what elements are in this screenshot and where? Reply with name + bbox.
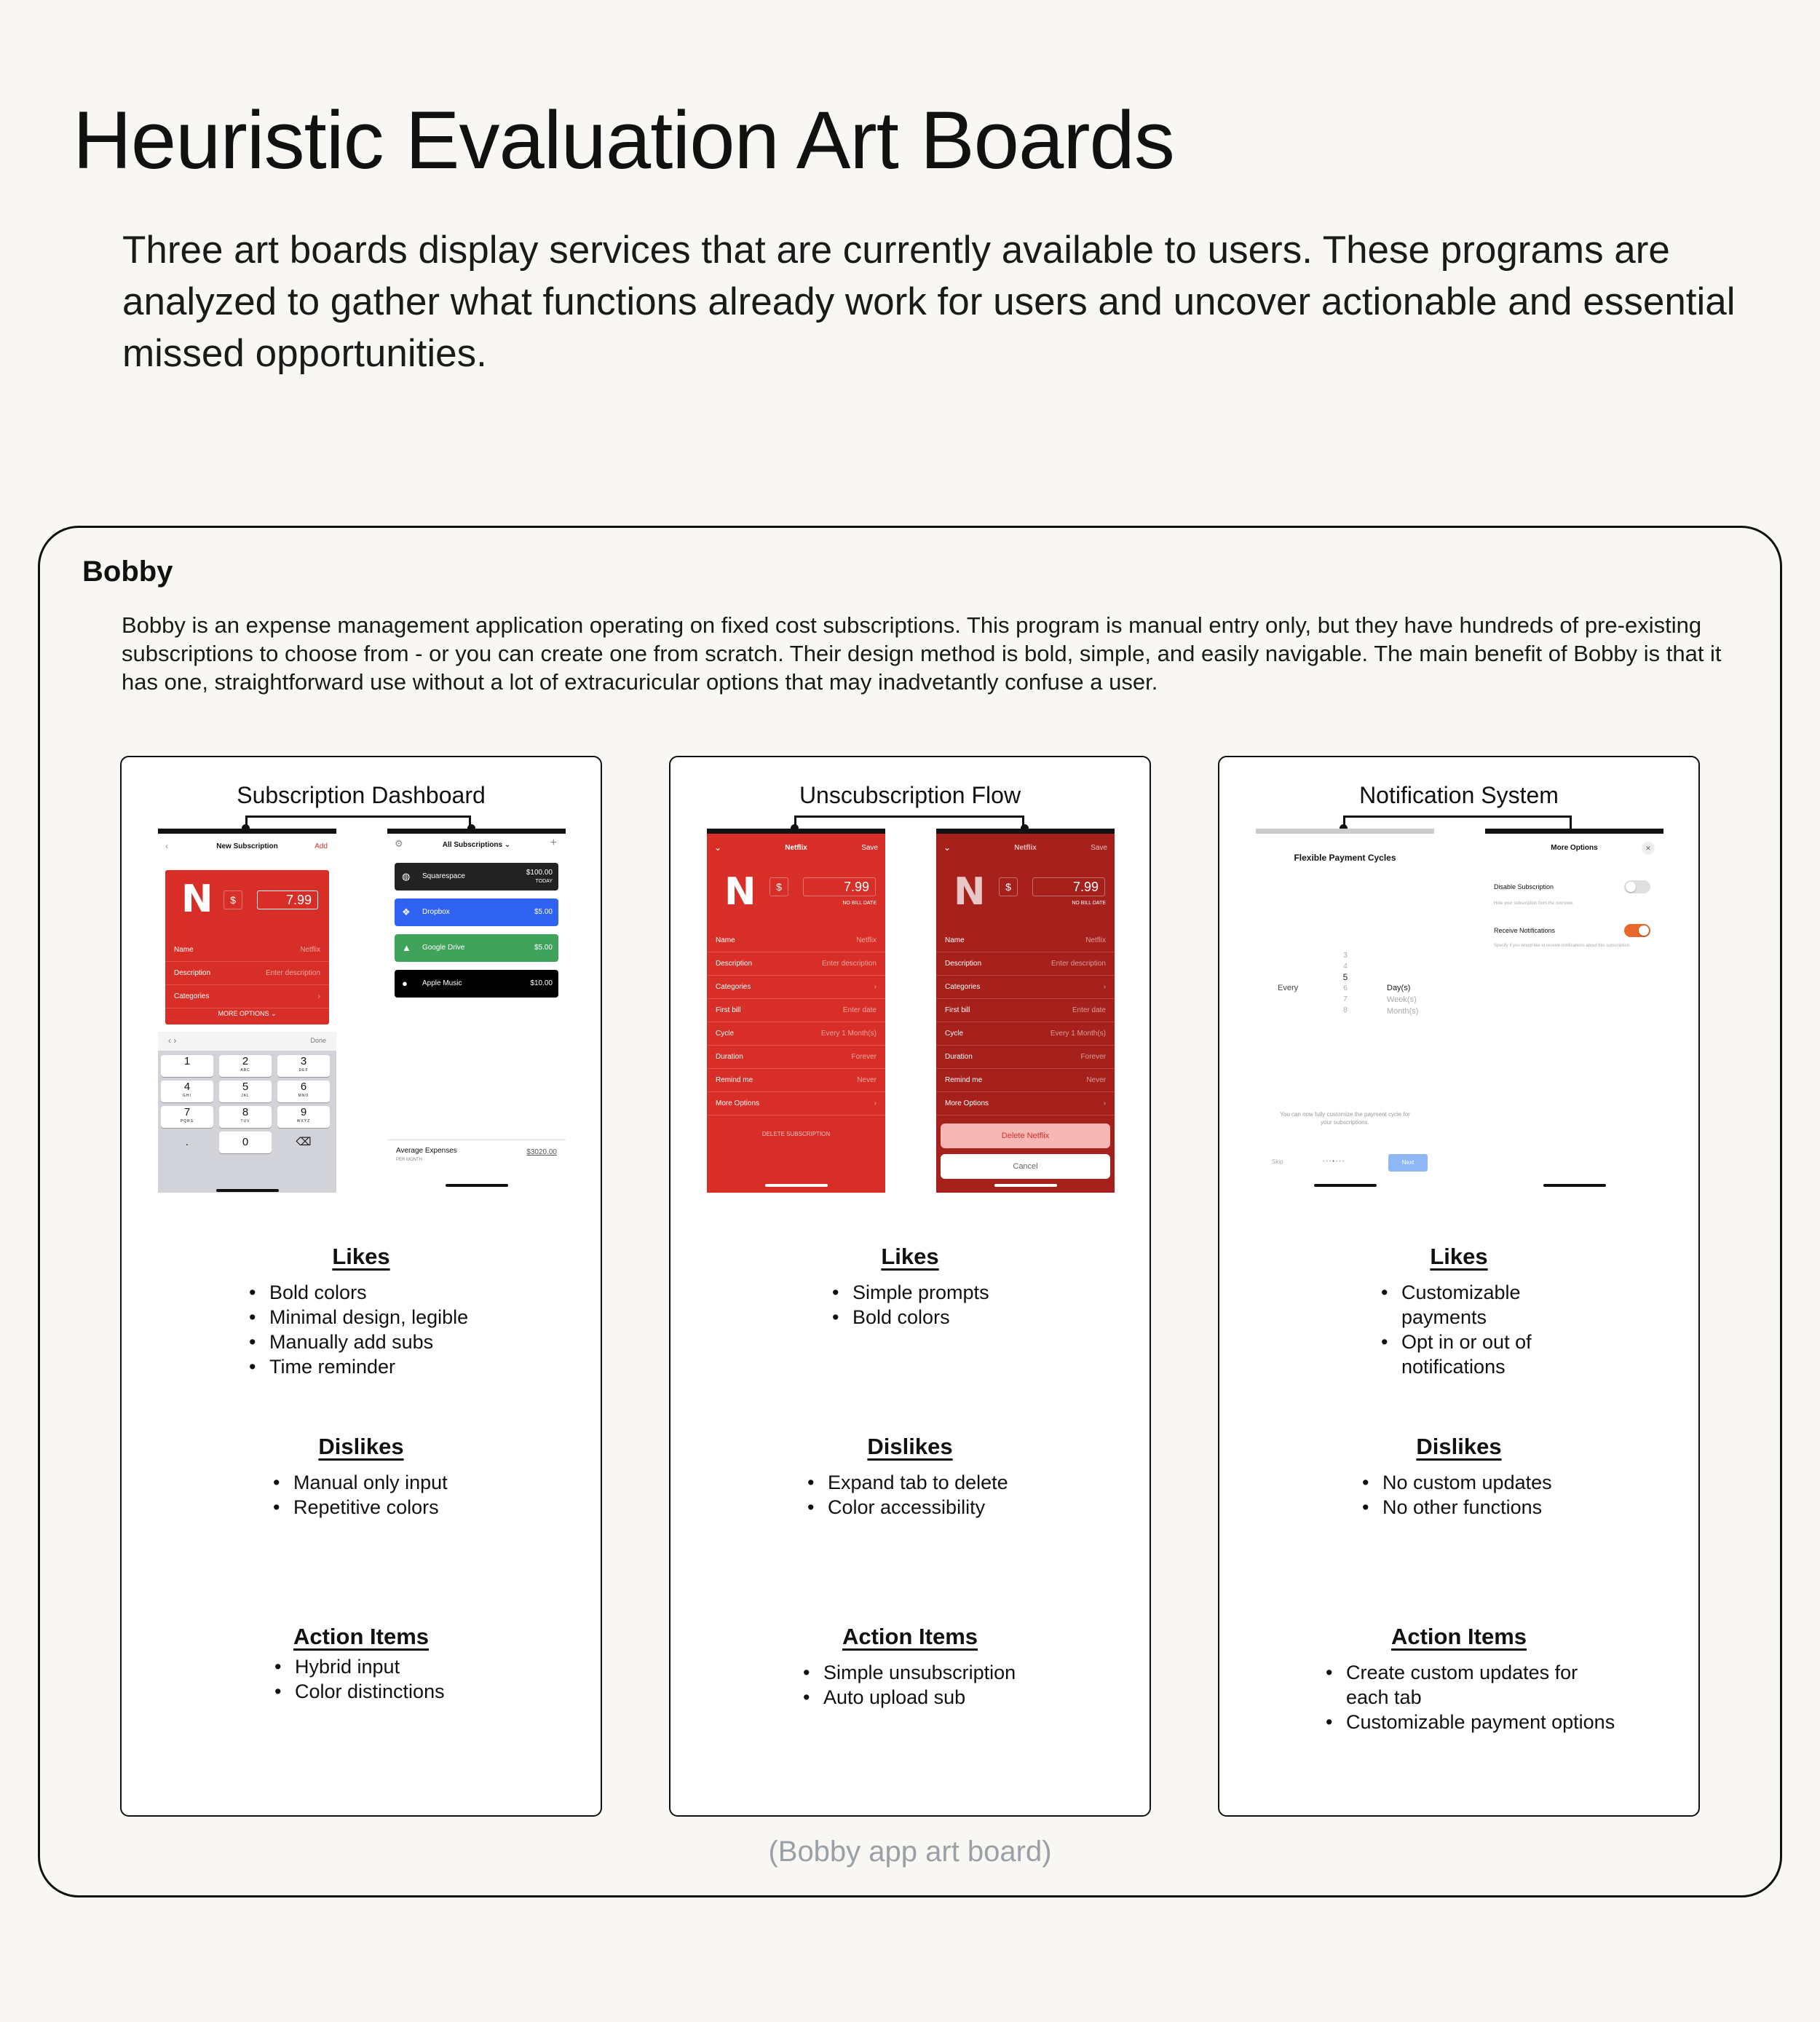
connector xyxy=(245,815,471,830)
dislikes-heading: Dislikes xyxy=(1416,1434,1502,1459)
list-item: • Customizable payments xyxy=(1381,1280,1556,1330)
dropbox-icon: ❖ xyxy=(402,907,411,917)
row-remind-me[interactable]: Remind me Never xyxy=(707,1069,885,1092)
panel-title: Unscubscription Flow xyxy=(799,782,1021,808)
likes-list xyxy=(1381,1280,1556,1379)
board-description: Bobby is an expense management application operating on fixed cost subscriptions. This program is manual entry only, but they have hundreds of pre-existing subscriptions to choose from - or you can create one from scratch. Their design method is bold, simple, and easily navigable. The main benefit of Bobby is that it has one, straightforward use without a lot of extracuricular options that may inadvetantly confuse a user. xyxy=(122,612,1722,695)
action-items-section xyxy=(670,1624,1150,1710)
home-indicator xyxy=(1543,1184,1606,1187)
no-bill-date: NO BILL DATE xyxy=(1072,901,1106,906)
key-backspace[interactable]: ⌫ xyxy=(296,1136,312,1148)
row-description[interactable]: Description Enter description xyxy=(936,952,1115,976)
screen-title: Flexible Payment Cycles xyxy=(1294,853,1396,863)
likes-list xyxy=(249,1280,601,1379)
squarespace-icon: ◍ xyxy=(402,871,411,882)
netflix-logo: N xyxy=(724,870,756,914)
screen-delete-netflix xyxy=(936,829,1115,1193)
action-items-section xyxy=(1219,1624,1698,1734)
netflix-logo: N xyxy=(954,870,986,914)
delete-netflix-button[interactable]: Delete Netflix xyxy=(941,1123,1110,1148)
panel-notification-system xyxy=(1218,756,1700,1817)
list-item: • Bold colors xyxy=(249,1280,601,1305)
currency-label: $ xyxy=(999,877,1018,896)
google-drive-icon: ▲ xyxy=(402,942,411,953)
chevron-down-icon[interactable]: ⌄ xyxy=(943,842,951,853)
action-items-list xyxy=(803,1660,1150,1710)
likes-section xyxy=(122,1244,601,1379)
average-expenses-label: Average Expenses xyxy=(396,1147,457,1155)
next-button[interactable]: Next xyxy=(1388,1154,1428,1172)
nav-bar: ⌄ Netflix Save xyxy=(943,842,1107,853)
row-cycle[interactable]: Cycle Every 1 Month(s) xyxy=(707,1022,885,1046)
no-bill-date: NO BILL DATE xyxy=(842,901,877,906)
sub-card-google-drive[interactable]: ▲ Google Drive $5.00 xyxy=(395,934,558,962)
dislikes-section xyxy=(1219,1434,1698,1520)
key-1[interactable]: 1 xyxy=(161,1055,213,1077)
disable-subscription-label: Disable Subscription xyxy=(1494,883,1554,890)
more-options-button[interactable]: MORE OPTIONS ⌄ xyxy=(218,1010,277,1017)
receive-notifications-hint: Specify if you would like to receive notifications about this subscription. xyxy=(1494,944,1631,948)
key-3[interactable]: 3 DEF xyxy=(277,1055,330,1077)
currency-label: $ xyxy=(769,877,788,896)
row-categories[interactable]: Categories › xyxy=(707,976,885,999)
list-item: • Expand tab to delete xyxy=(807,1470,1150,1495)
disable-subscription-hint: Hide your subscription from the overview. xyxy=(1494,901,1574,906)
nav-bar: ⌄ Netflix Save xyxy=(714,842,878,853)
page-title: Heuristic Evaluation Art Boards xyxy=(73,95,1174,186)
likes-list xyxy=(832,1280,1150,1330)
likes-section xyxy=(670,1244,1150,1330)
list-item: • No other functions xyxy=(1362,1495,1698,1520)
screen-new-subscription xyxy=(158,829,336,1193)
close-icon[interactable]: ✕ xyxy=(1642,842,1655,855)
cancel-button[interactable]: Cancel xyxy=(941,1154,1110,1179)
row-first-bill[interactable]: First bill Enter date xyxy=(707,999,885,1022)
list-item: • Manually add subs xyxy=(249,1330,601,1354)
key-dot[interactable]: . xyxy=(185,1136,189,1148)
home-indicator xyxy=(446,1184,508,1187)
board-name: Bobby xyxy=(82,556,173,588)
board-caption: (Bobby app art board) xyxy=(768,1836,1052,1868)
list-item: • Simple unsubscription xyxy=(803,1660,1150,1685)
row-more-options[interactable]: More Options › xyxy=(936,1092,1115,1115)
per-month-label: PER MONTH xyxy=(396,1158,422,1162)
list-item: • Bold colors xyxy=(832,1305,1150,1330)
subscription-card xyxy=(165,870,329,1024)
receive-notifications-label: Receive Notifications xyxy=(1494,927,1556,934)
skip-button[interactable]: Skip xyxy=(1272,1158,1283,1165)
row-duration[interactable]: Duration Forever xyxy=(707,1046,885,1069)
key-0[interactable]: 0 xyxy=(219,1132,272,1153)
panel-title: Subscription Dashboard xyxy=(237,782,486,808)
number-picker[interactable]: 3 4 5 6 7 8 xyxy=(1342,952,1348,1014)
gear-icon[interactable]: ⚙ xyxy=(395,838,403,849)
done-button[interactable]: Done xyxy=(310,1037,326,1044)
row-cycle[interactable]: Cycle Every 1 Month(s) xyxy=(936,1022,1115,1046)
save-button[interactable]: Save xyxy=(1091,844,1107,852)
row-first-bill[interactable]: First bill Enter date xyxy=(936,999,1115,1022)
dislikes-heading: Dislikes xyxy=(318,1434,404,1459)
price-input[interactable]: 7.99 xyxy=(257,890,318,909)
row-duration[interactable]: Duration Forever xyxy=(936,1046,1115,1069)
row-description[interactable]: Description Enter description xyxy=(707,952,885,976)
price-input[interactable]: 7.99 xyxy=(803,877,876,896)
prev-field-icon[interactable]: ‹ › xyxy=(168,1035,177,1046)
chevron-down-icon[interactable]: ⌄ xyxy=(714,842,722,853)
dislikes-list xyxy=(807,1470,1150,1520)
screen-all-subscriptions xyxy=(387,829,566,1193)
price-input[interactable]: 7.99 xyxy=(1032,877,1105,896)
screen-title: New Subscription xyxy=(216,842,278,850)
key-2[interactable]: 2 ABC xyxy=(219,1055,272,1077)
row-description[interactable]: Description Enter description xyxy=(165,962,329,985)
connector xyxy=(794,815,1024,830)
panel-unsubscription-flow xyxy=(669,756,1151,1817)
every-label: Every xyxy=(1278,984,1299,992)
list-item: • Create custom updates for each tab xyxy=(1326,1660,1617,1710)
list-item: • Time reminder xyxy=(249,1354,601,1379)
average-expenses-value[interactable]: $3020.00 xyxy=(526,1148,557,1156)
dislikes-list xyxy=(273,1470,601,1520)
key-8[interactable]: 8 TUV xyxy=(219,1106,272,1128)
action-items-list xyxy=(274,1654,601,1704)
list-item: • Color distinctions xyxy=(274,1679,601,1704)
dislikes-heading: Dislikes xyxy=(867,1434,953,1459)
list-item: • Opt in or out of notifications xyxy=(1381,1330,1556,1379)
screen-title[interactable]: All Subscriptions ⌄ xyxy=(442,841,511,849)
screen-title: More Options xyxy=(1551,844,1598,852)
home-indicator xyxy=(216,1189,279,1192)
screen-payment-cycles xyxy=(1256,829,1434,1193)
list-item: • Color accessibility xyxy=(807,1495,1150,1520)
plus-icon[interactable]: + xyxy=(550,837,557,849)
home-indicator xyxy=(1314,1184,1377,1187)
key-7[interactable]: 7 PQRS xyxy=(161,1106,213,1128)
row-name[interactable]: Name Netflix xyxy=(936,929,1115,952)
row-name[interactable]: Name Netflix xyxy=(165,939,329,962)
keyboard xyxy=(158,1032,336,1193)
row-name[interactable]: Name Netflix xyxy=(707,929,885,952)
key-5[interactable]: 5 JKL xyxy=(219,1081,272,1102)
list-item: • Repetitive colors xyxy=(273,1495,601,1520)
panel-title: Notification System xyxy=(1359,782,1559,808)
dislikes-section xyxy=(670,1434,1150,1520)
likes-section xyxy=(1219,1244,1698,1379)
row-categories[interactable]: Categories › xyxy=(165,985,329,1008)
back-icon[interactable]: ‹ xyxy=(165,841,168,851)
list-item: • Minimal design, legible xyxy=(249,1305,601,1330)
intro-paragraph: Three art boards display services that are currently available to users. These programs are analyzed to gather what functions already work for users and uncover actionable and essential missed opportunities. xyxy=(122,229,1736,375)
sub-card-squarespace[interactable]: ◍ Squarespace $100.00 TODAY xyxy=(395,863,558,890)
netflix-logo: N xyxy=(181,877,213,921)
action-items-section xyxy=(122,1624,601,1704)
action-items-heading: Action Items xyxy=(1390,1624,1527,1649)
dislikes-list xyxy=(1362,1470,1698,1520)
action-items-heading: Action Items xyxy=(842,1624,978,1649)
apple-icon: ● xyxy=(402,978,408,989)
row-more-options[interactable]: More Options › xyxy=(707,1092,885,1115)
list-item: • Hybrid input xyxy=(274,1654,601,1679)
add-button[interactable]: Add xyxy=(314,842,328,850)
disable-subscription-toggle[interactable] xyxy=(1624,880,1650,893)
list-item: • Auto upload sub xyxy=(803,1685,1150,1710)
sub-card-apple-music[interactable]: ● Apple Music $10.00 xyxy=(395,970,558,998)
currency-label: $ xyxy=(223,890,242,909)
unit-picker[interactable]: Day(s) Week(s) Month(s) xyxy=(1387,984,1419,1016)
delete-subscription-link[interactable]: DELETE SUBSCRIPTION xyxy=(761,1131,831,1137)
cycles-note: You can now fully customize the payment cycle for your subscriptions. xyxy=(1280,1111,1410,1126)
key-6[interactable]: 6 MNO xyxy=(277,1081,330,1102)
save-button[interactable]: Save xyxy=(861,844,878,852)
keyboard-toolbar xyxy=(158,1032,336,1051)
key-4[interactable]: 4 GHI xyxy=(161,1081,213,1102)
key-9[interactable]: 9 WXYZ xyxy=(277,1106,330,1128)
page-dots: ••••••• xyxy=(1323,1159,1346,1164)
dislikes-section xyxy=(122,1434,601,1520)
row-categories[interactable]: Categories › xyxy=(936,976,1115,999)
list-item: • Manual only input xyxy=(273,1470,601,1495)
likes-heading: Likes xyxy=(1430,1244,1488,1269)
sub-card-dropbox[interactable]: ❖ Dropbox $5.00 xyxy=(395,899,558,926)
bobby-art-board xyxy=(38,526,1782,1897)
likes-heading: Likes xyxy=(881,1244,939,1269)
home-indicator xyxy=(765,1184,828,1187)
action-items-list xyxy=(1326,1660,1617,1734)
screen-edit-netflix xyxy=(707,829,885,1193)
list-item: • No custom updates xyxy=(1362,1470,1698,1495)
connector xyxy=(1343,815,1572,830)
list-item: • Customizable payment options xyxy=(1326,1710,1617,1734)
home-indicator xyxy=(994,1184,1057,1187)
likes-heading: Likes xyxy=(332,1244,390,1269)
receive-notifications-toggle[interactable] xyxy=(1624,924,1650,937)
list-item: • Simple prompts xyxy=(832,1280,1150,1305)
row-remind-me[interactable]: Remind me Never xyxy=(936,1069,1115,1092)
panel-subscription-dashboard xyxy=(120,756,602,1817)
screen-more-options xyxy=(1485,829,1663,1193)
action-items-heading: Action Items xyxy=(293,1624,430,1649)
